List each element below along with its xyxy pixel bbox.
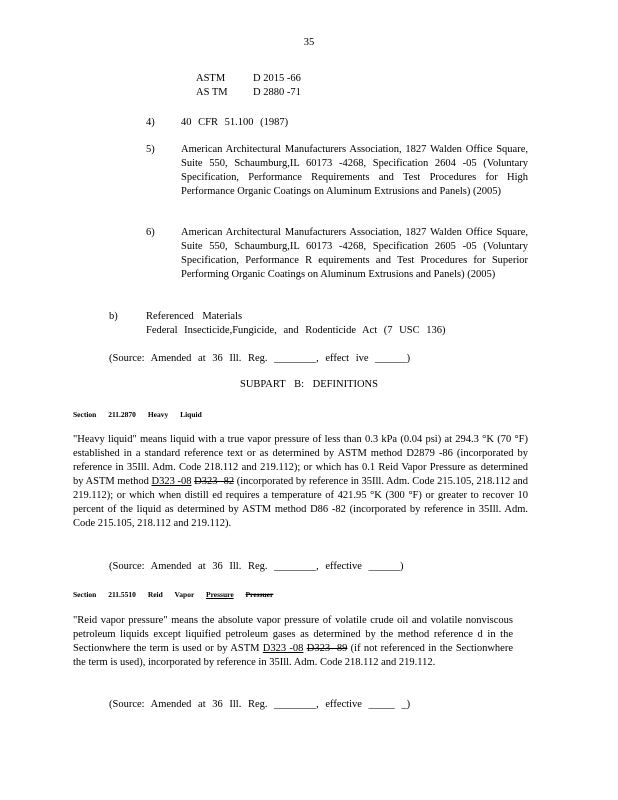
- section-heading-reid: [73, 590, 273, 600]
- section-label: Section: [73, 410, 97, 419]
- list-item-text: American Architectural Manufacturers Association, 1827 Walden Office Square, Suite 550, Schaumburg,IL 60173 -4268, Specification 2605 -05 (Voluntary Specification, Performance R equirements and Test Procedures for Superior Performing Organic Coatings on Aluminum Extrusions and Panels) (2005): [181, 227, 528, 280]
- source-note: (Source: Amended at 36 Ill. Reg. ________, effective ______): [109, 561, 404, 572]
- referenced-text: Federal Insecticide,Fungicide, and Rodenticide Act (7 USC 136): [146, 325, 446, 336]
- list-item-number: 4): [146, 117, 155, 128]
- definition-text: "Heavy liquid" means liquid with a true vapor pressure of less than 0.3 kPa (0.04 psi) at 294.3 °K (70 °F) established in a standard reference text or as determined by ASTM method D2879 -86 (incorporated by reference in 35Ill. Adm. Code 218.112 and 219.112); or which has 0.1 Reid Vapor Pressure as determined by ASTM method: [73, 434, 528, 487]
- list-item-number: 6): [146, 227, 155, 238]
- section-title: Reid Vapor: [147, 590, 195, 599]
- deleted-text: D323 -89: [306, 643, 348, 654]
- section-title: Heavy Liquid: [147, 410, 202, 419]
- astm-org-2: AS TM: [196, 87, 228, 98]
- inserted-text: D323 -08: [151, 476, 192, 487]
- section-label: Section: [73, 590, 97, 599]
- deleted-text: Pressuer: [245, 590, 274, 599]
- referenced-title: Referenced Materials: [146, 311, 243, 322]
- list-item-text: American Architectural Manufacturers Association, 1827 Walden Office Square, Suite 550, Schaumburg,IL 60173 -4268, Specification 2604 -05 (Voluntary Specification, Performance Requirements and Test Procedures for High Performance Organic Coatings on Aluminum Extrusions and Panels) (2005): [181, 144, 528, 197]
- source-note: (Source: Amended at 36 Ill. Reg. ________, effect ive ______): [109, 353, 411, 364]
- section-heading-heavy: [73, 410, 202, 420]
- referenced-label: b): [109, 311, 118, 322]
- heavy-liquid-definition: [73, 433, 528, 531]
- definition-text: "Reid vapor pressure" means the absolute vapor pressure of volatile crude oil and volatile nonviscous petroleum liquids except liquified petroleum gases as determined by the method reference d in the Sectionwhere the term is used or by ASTM: [73, 615, 513, 654]
- astm-org-1: ASTM: [196, 73, 226, 84]
- list-item-number: 5): [146, 144, 155, 155]
- definition-text: (incorporated by reference in 35Ill. Adm. Code 215.105, 218.112 and 219.112); or which when distill ed requires a temperature of 421.95 °K (300 °F) or greater to recover 10 percent of the liquid as determined by ASTM method D86 -82 (incorporated by reference in 35Ill. Adm. Code 215.105, 218.112 and 219.112).: [73, 476, 528, 529]
- inserted-text: Pressure: [206, 590, 234, 599]
- reid-vapor-pressure-definition: [73, 614, 513, 670]
- inserted-text: D323 -08: [262, 643, 304, 654]
- astm-code-2: D 2880 -71: [253, 87, 301, 98]
- section-number: 211.5510: [108, 590, 136, 599]
- definition-text: (if not referenced in the Sectionwhere the term is used), incorporated by reference in 35Ill. Adm. Code 218.112 and 219.112.: [73, 643, 513, 668]
- deleted-text: D323 -82: [194, 476, 235, 487]
- page-number: 35: [303, 37, 315, 48]
- list-item-text: 40 CFR 51.100 (1987): [181, 117, 289, 128]
- source-note: (Source: Amended at 36 Ill. Reg. ________, effective _____ _): [109, 699, 411, 710]
- section-number: 211.2870: [108, 410, 136, 419]
- subpart-heading: SUBPART B: DEFINITIONS: [240, 379, 378, 390]
- astm-code-1: D 2015 -66: [253, 73, 301, 84]
